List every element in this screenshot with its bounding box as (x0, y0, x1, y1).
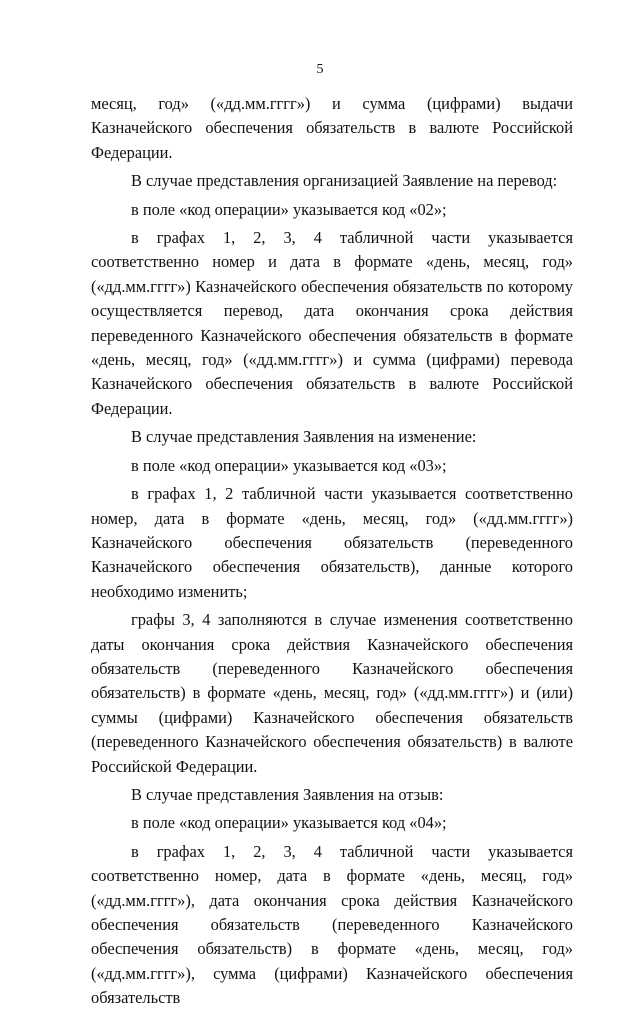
paragraph-change-heading: В случае представления Заявления на изменение: (131, 427, 477, 447)
page-number: 5 (316, 62, 324, 77)
paragraph-transfer-columns: в графах 1, 2, 3, 4 табличной части указывается соответственно номер и дата в формате «день, месяц, год» («дд.мм.гггг») Казначейского обеспечения обязательств по которому осуществляется перевод, дата окончания срока действия переведенного Казначейского обеспечения обязательств в формате «день, месяц, год» («дд.мм.гггг») и сумма (цифрами) перевода Казначейского обеспечения обязательств в валюте Российской Федерации. (91, 228, 573, 418)
paragraph-recall-columns: в графах 1, 2, 3, 4 табличной части указывается соответственно номер, дата в формате «день, месяц, год» («дд.мм.гггг»), дата окончания срока действия Казначейского обеспечения обязательств (переведенного Казначейского обеспечения обязательств) в формате «день, месяц, год» («дд.мм.гггг»), сумма (цифрами) Казначейского обеспечения обязательств (91, 841, 573, 1008)
paragraph-change-columns-1-2: в графах 1, 2 табличной части указывается соответственно номер, дата в формате «день, месяц, год» («дд.мм.гггг») Казначейского обеспечения обязательств (переведенного Казначейского обеспечения обязательств), данные которого необходимо изменить; (91, 484, 573, 601)
paragraph-transfer-heading: В случае представления организацией Заявление на перевод: (131, 171, 558, 191)
paragraph-recall-heading: В случае представления Заявления на отзыв: (131, 784, 444, 804)
paragraph-change-columns-3-4: графы 3, 4 заполняются в случае изменения соответственно даты окончания срока действия Казначейского обеспечения обязательств (переведенного Казначейского обеспечения обязательств) в формате «день, месяц, год» («дд.мм.гггг») и (или) суммы (цифрами) Казначейского обеспечения обязательств (переведенного Казначейского обеспечения обязательств) в валюте Российской Федерации. (91, 610, 573, 776)
paragraph-transfer-code: в поле «код операции» указывается код «02»; (131, 199, 447, 219)
paragraph-change-code: в поле «код операции» указывается код «03»; (131, 455, 447, 475)
paragraph-continuation: месяц, год» («дд.мм.гггг») и сумма (цифрами) выдачи Казначейского обеспечения обязательств в валюте Российской Федерации. (91, 94, 573, 162)
document-body (91, 92, 573, 1011)
paragraph-recall-code: в поле «код операции» указывается код «04»; (131, 813, 447, 833)
